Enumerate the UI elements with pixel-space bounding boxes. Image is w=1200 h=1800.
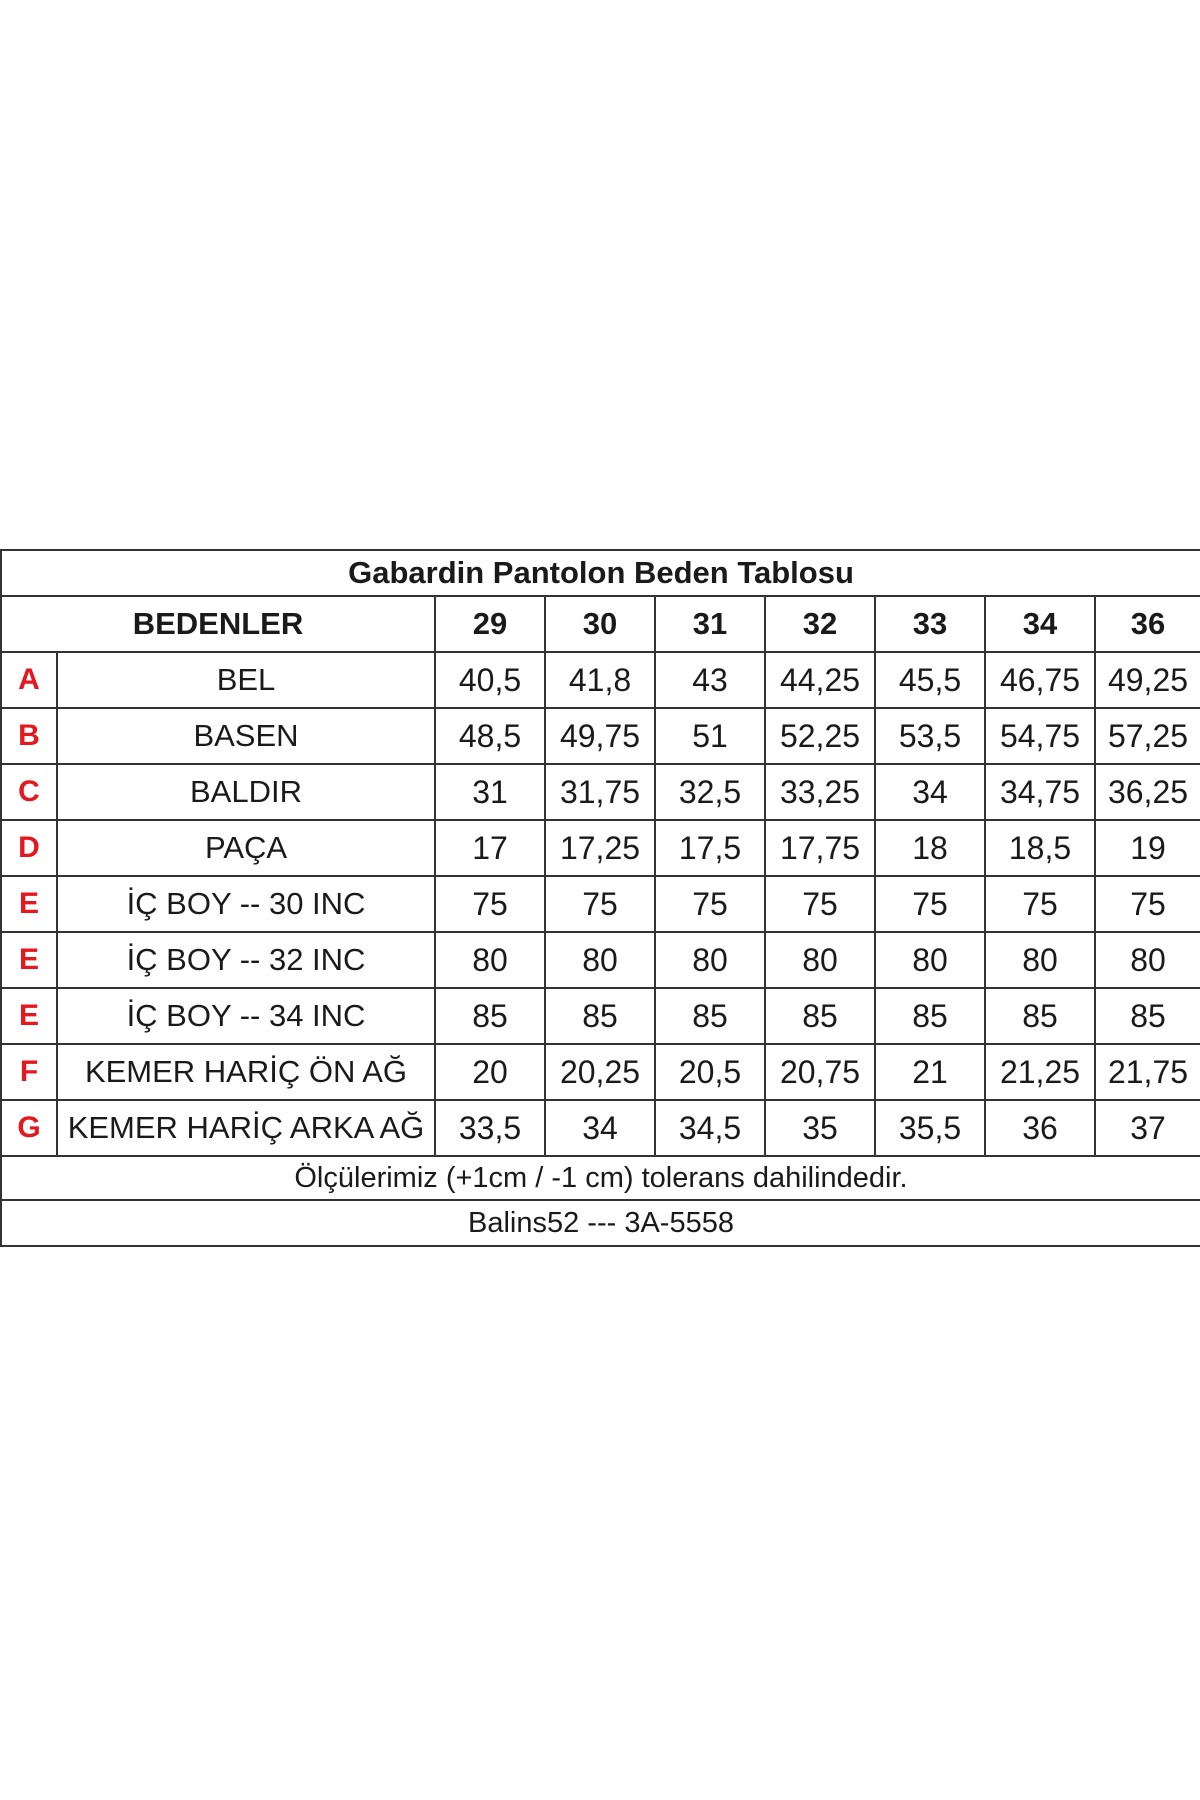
measurement-value: 37 — [1095, 1100, 1200, 1156]
measurement-value: 36 — [985, 1100, 1095, 1156]
measurement-letter: E — [1, 876, 57, 932]
size-header-32: 32 — [765, 596, 875, 652]
product-code: Balins52 --- 3A-5558 — [1, 1200, 1200, 1246]
measurement-value: 75 — [1095, 876, 1200, 932]
measurement-value: 51 — [655, 708, 765, 764]
measurement-value: 75 — [435, 876, 545, 932]
measurement-letter: F — [1, 1044, 57, 1100]
measurement-value: 34,5 — [655, 1100, 765, 1156]
measurement-value: 85 — [985, 988, 1095, 1044]
measurement-value: 31,75 — [545, 764, 655, 820]
table-title: Gabardin Pantolon Beden Tablosu — [1, 550, 1200, 596]
size-header-34: 34 — [985, 596, 1095, 652]
measurement-value: 19 — [1095, 820, 1200, 876]
measurement-value: 17,75 — [765, 820, 875, 876]
measurement-value: 85 — [1095, 988, 1200, 1044]
measurement-row — [1, 764, 1200, 820]
measurement-value: 85 — [655, 988, 765, 1044]
measurement-letter: B — [1, 708, 57, 764]
measurement-value: 75 — [765, 876, 875, 932]
measurement-row — [1, 988, 1200, 1044]
measurement-value: 20,25 — [545, 1044, 655, 1100]
measurement-value: 21,25 — [985, 1044, 1095, 1100]
measurement-name: PAÇA — [57, 820, 435, 876]
measurement-value: 34 — [875, 764, 985, 820]
measurement-value: 49,75 — [545, 708, 655, 764]
measurement-value: 80 — [435, 932, 545, 988]
measurement-value: 31 — [435, 764, 545, 820]
measurement-name: BEL — [57, 652, 435, 708]
sizes-header-label: BEDENLER — [1, 596, 435, 652]
measurement-letter: D — [1, 820, 57, 876]
measurement-value: 17,5 — [655, 820, 765, 876]
measurement-value: 33,5 — [435, 1100, 545, 1156]
size-chart-table — [0, 549, 1200, 1247]
measurement-value: 17,25 — [545, 820, 655, 876]
measurement-value: 80 — [655, 932, 765, 988]
measurement-value: 80 — [1095, 932, 1200, 988]
size-header-31: 31 — [655, 596, 765, 652]
measurement-value: 34,75 — [985, 764, 1095, 820]
measurement-value: 18,5 — [985, 820, 1095, 876]
measurement-value: 21,75 — [1095, 1044, 1200, 1100]
measurement-value: 40,5 — [435, 652, 545, 708]
measurement-value: 80 — [985, 932, 1095, 988]
measurement-letter: C — [1, 764, 57, 820]
measurement-row — [1, 1044, 1200, 1100]
measurement-value: 85 — [765, 988, 875, 1044]
measurement-value: 46,75 — [985, 652, 1095, 708]
size-header-30: 30 — [545, 596, 655, 652]
measurement-row — [1, 1100, 1200, 1156]
measurement-value: 80 — [875, 932, 985, 988]
size-header-33: 33 — [875, 596, 985, 652]
measurement-row — [1, 708, 1200, 764]
measurement-value: 75 — [655, 876, 765, 932]
measurement-value: 41,8 — [545, 652, 655, 708]
measurement-value: 35,5 — [875, 1100, 985, 1156]
measurement-value: 80 — [545, 932, 655, 988]
measurement-name: BALDIR — [57, 764, 435, 820]
measurement-value: 48,5 — [435, 708, 545, 764]
measurement-value: 35 — [765, 1100, 875, 1156]
table-title-row — [1, 550, 1200, 596]
tolerance-note: Ölçülerimiz (+1cm / -1 cm) tolerans dahilindedir. — [1, 1156, 1200, 1200]
measurement-value: 32,5 — [655, 764, 765, 820]
measurement-value: 53,5 — [875, 708, 985, 764]
measurement-name: İÇ BOY -- 30 INC — [57, 876, 435, 932]
measurement-row — [1, 820, 1200, 876]
size-header-29: 29 — [435, 596, 545, 652]
measurement-value: 18 — [875, 820, 985, 876]
measurement-letter: A — [1, 652, 57, 708]
measurement-name: İÇ BOY -- 32 INC — [57, 932, 435, 988]
product-code-row — [1, 1200, 1200, 1246]
measurement-value: 85 — [435, 988, 545, 1044]
measurement-letter: G — [1, 1100, 57, 1156]
measurement-value: 33,25 — [765, 764, 875, 820]
measurement-value: 80 — [765, 932, 875, 988]
size-header-36: 36 — [1095, 596, 1200, 652]
measurement-value: 21 — [875, 1044, 985, 1100]
measurement-name: KEMER HARİÇ ÖN AĞ — [57, 1044, 435, 1100]
measurement-value: 20,75 — [765, 1044, 875, 1100]
measurement-value: 45,5 — [875, 652, 985, 708]
measurement-value: 85 — [545, 988, 655, 1044]
measurement-value: 85 — [875, 988, 985, 1044]
measurement-name: İÇ BOY -- 34 INC — [57, 988, 435, 1044]
size-header-row — [1, 596, 1200, 652]
measurement-value: 36,25 — [1095, 764, 1200, 820]
measurement-value: 44,25 — [765, 652, 875, 708]
measurement-name: KEMER HARİÇ ARKA AĞ — [57, 1100, 435, 1156]
measurement-letter: E — [1, 988, 57, 1044]
measurement-value: 20 — [435, 1044, 545, 1100]
measurement-value: 20,5 — [655, 1044, 765, 1100]
measurement-value: 75 — [875, 876, 985, 932]
measurement-letter: E — [1, 932, 57, 988]
measurement-value: 49,25 — [1095, 652, 1200, 708]
measurement-value: 34 — [545, 1100, 655, 1156]
measurement-value: 75 — [985, 876, 1095, 932]
measurement-row — [1, 876, 1200, 932]
measurement-row — [1, 652, 1200, 708]
measurement-value: 17 — [435, 820, 545, 876]
measurement-value: 75 — [545, 876, 655, 932]
measurement-value: 54,75 — [985, 708, 1095, 764]
measurement-value: 57,25 — [1095, 708, 1200, 764]
measurement-value: 52,25 — [765, 708, 875, 764]
measurement-name: BASEN — [57, 708, 435, 764]
measurement-value: 43 — [655, 652, 765, 708]
measurement-row — [1, 932, 1200, 988]
tolerance-note-row — [1, 1156, 1200, 1200]
